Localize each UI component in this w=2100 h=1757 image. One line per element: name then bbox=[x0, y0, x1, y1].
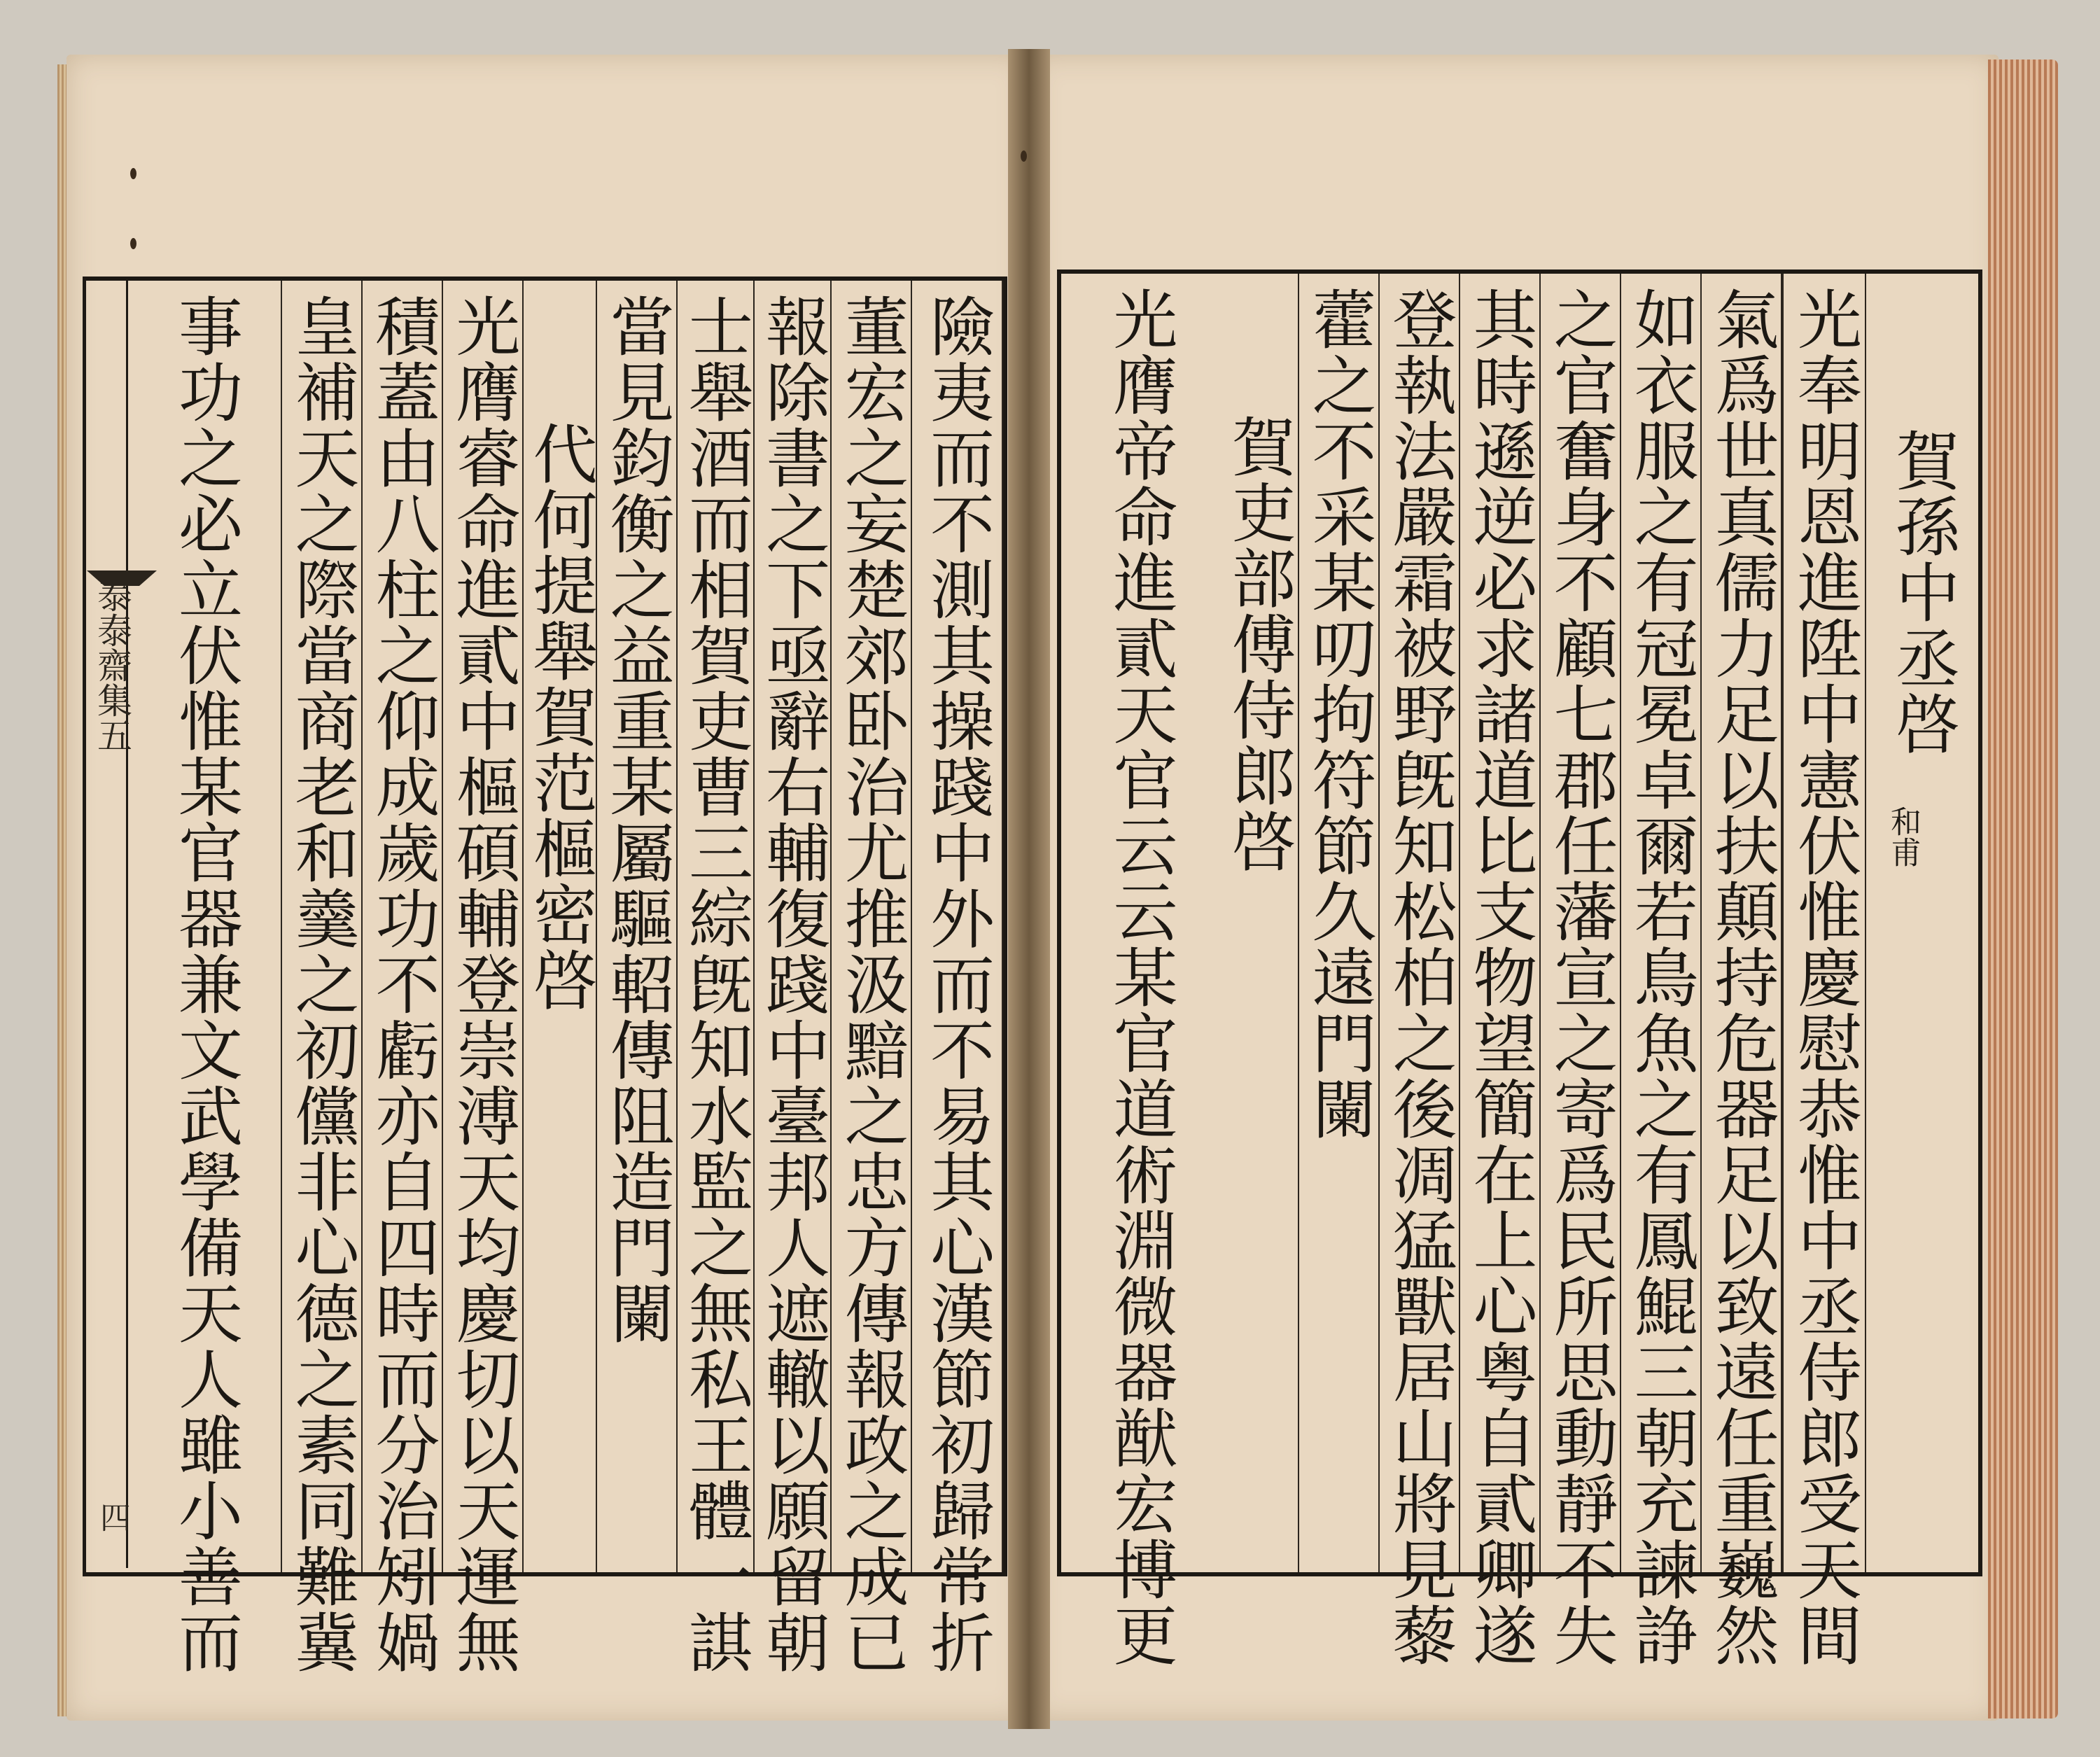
text-column bbox=[1299, 274, 1380, 1572]
text-column bbox=[912, 281, 1003, 1675]
column-text: 光奉明恩進陞中憲伏惟慶慰恭惟中丞侍郎受天間 bbox=[1787, 286, 1862, 1668]
text-column bbox=[282, 281, 363, 1675]
text-column bbox=[443, 281, 524, 1675]
text-column bbox=[363, 281, 443, 1675]
text-column bbox=[524, 281, 597, 1572]
text-column bbox=[1702, 274, 1782, 1668]
text-column bbox=[1219, 274, 1299, 1572]
column-text: 董宏之妄楚郊卧治尤推汲黯之忠方傳報政之成已 bbox=[834, 293, 909, 1675]
left-text-frame bbox=[83, 276, 1007, 1675]
text-column bbox=[1460, 274, 1541, 1668]
letter-title: 賀孫中丞啓 bbox=[1885, 428, 1960, 757]
text-column bbox=[755, 281, 832, 1675]
section-heading: 賀吏部傅侍郎啓 bbox=[1221, 414, 1296, 874]
binding-hole bbox=[130, 168, 136, 179]
section-heading: 代何提舉賀范樞密啓 bbox=[522, 421, 598, 1013]
text-column bbox=[832, 281, 912, 1675]
text-column bbox=[1621, 274, 1702, 1668]
column-text: 如衣服之有冠冕卓爾若鳥魚之有鳳鯤三朝充諫諍 bbox=[1623, 286, 1699, 1668]
page-number: 四 bbox=[94, 1502, 130, 1532]
column-text: 氣爲世真儒力足以扶顛持危器足以致遠任重巍然 bbox=[1704, 286, 1779, 1668]
author-note: 和甫 bbox=[1885, 806, 1921, 867]
title-column bbox=[1866, 274, 1978, 1572]
book-title: 泰泰齋集五 bbox=[92, 578, 132, 752]
column-text: 士舉酒而相賀吏曹三綜旣知水監之無私王體一諆 bbox=[678, 293, 753, 1675]
right-text-frame bbox=[1057, 270, 1982, 1668]
text-column bbox=[597, 281, 678, 1572]
binding-hole bbox=[130, 238, 136, 249]
text-column bbox=[678, 281, 755, 1675]
text-column bbox=[1061, 274, 1219, 1668]
column-text: 險夷而不測其操踐中外而不易其心漢節初歸常折 bbox=[920, 293, 995, 1675]
binding-hole bbox=[1021, 150, 1027, 162]
column-text: 藿之不采某叨拘符節久遠門闌 bbox=[1301, 286, 1377, 1142]
text-column bbox=[130, 281, 282, 1675]
fold-margin bbox=[83, 276, 132, 1568]
column-text: 光膺帝命進貳天官云云某官道術淵微器猷宏博更 bbox=[1102, 286, 1178, 1668]
column-text: 之官奮身不顧七郡任藩宣之寄爲民所思動靜不失 bbox=[1543, 286, 1618, 1668]
text-column bbox=[1541, 274, 1621, 1668]
right-page-edges bbox=[1988, 59, 2058, 1718]
text-column bbox=[1782, 274, 1866, 1668]
column-text: 積蓋由八柱之仰成歲功不虧亦自四時而分治矧媧 bbox=[365, 293, 440, 1675]
column-text: 報除書之下亟辭右輔復踐中臺邦人遮轍以願留朝 bbox=[755, 293, 830, 1675]
book-gutter bbox=[1008, 49, 1050, 1729]
column-text: 當見鈞衡之益重某屬驅軺傳阻造門闌 bbox=[599, 293, 675, 1346]
text-column bbox=[1380, 274, 1460, 1668]
column-text: 光膺睿命進貳中樞碩輔登崇溥天均慶切以天運無 bbox=[445, 293, 521, 1675]
column-text: 皇補天之際當商老和羹之初儻非心德之素同難冀 bbox=[284, 293, 360, 1675]
column-text: 登執法嚴霜被野旣知松柏之後凋猛獸居山將見藜 bbox=[1382, 286, 1457, 1668]
column-text: 其時遜逆必求諸道比支物望簡在上心粤自貳卿遂 bbox=[1462, 286, 1538, 1668]
column-text: 事功之必立伏惟某官器兼文武學備天人雖小善而 bbox=[168, 293, 243, 1675]
